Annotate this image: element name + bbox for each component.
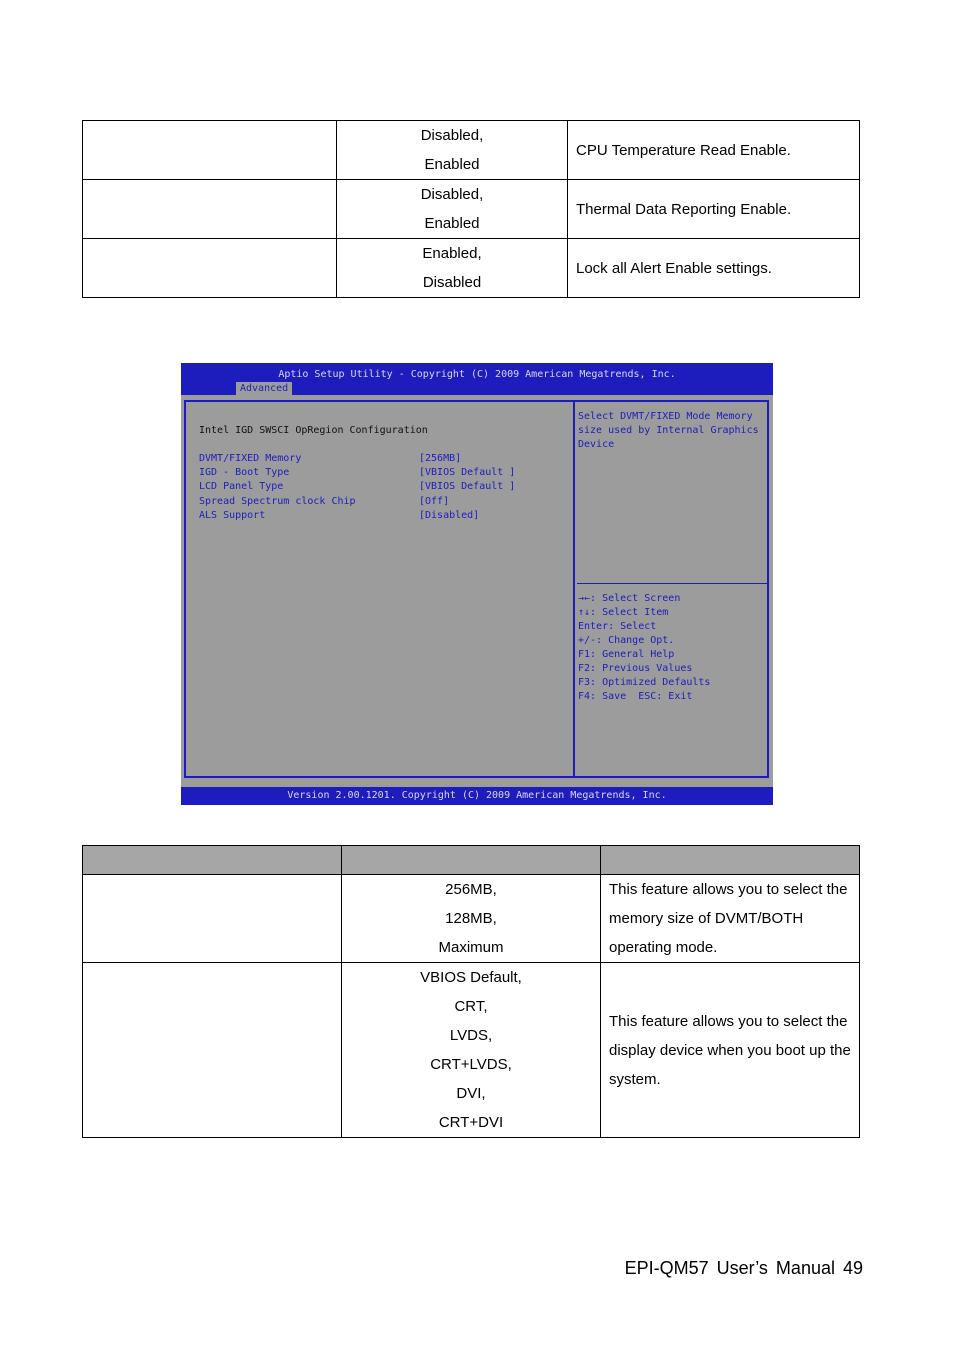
- settings-table-bottom: [82, 845, 860, 1138]
- setting-name-cell: [83, 239, 337, 298]
- menu-value-spread-spectrum[interactable]: [Off]: [419, 496, 450, 507]
- page-footer: EPI-QM57 User’s Manual 49: [624, 1258, 863, 1278]
- menu-value-igd-boot-type[interactable]: [VBIOS Default ]: [419, 467, 516, 478]
- table-header-row: [83, 846, 860, 875]
- setting-name-cell: [83, 180, 337, 239]
- menu-item-dvmt-memory[interactable]: DVMT/FIXED Memory: [199, 453, 302, 464]
- options-cell: VBIOS Default, CRT, LVDS, CRT+LVDS, DVI, CRT+DVI: [342, 963, 601, 1138]
- key-legend-item: F3: Optimized Defaults: [578, 677, 711, 688]
- key-legend-item: ↑↓: Select Item: [578, 607, 669, 618]
- key-legend-item: Enter: Select: [578, 621, 657, 632]
- menu-value-lcd-panel-type[interactable]: [VBIOS Default ]: [419, 481, 516, 492]
- key-legend: [578, 592, 710, 704]
- tab-advanced[interactable]: Advanced: [236, 382, 292, 395]
- help-text: Select DVMT/FIXED Mode Memory size used by Internal Graphics Device: [578, 411, 759, 450]
- section-title: Intel IGD SWSCI OpRegion Configuration: [199, 425, 428, 436]
- options-cell: 256MB, 128MB, Maximum: [342, 875, 601, 963]
- setting-name-cell: [83, 121, 337, 180]
- bios-title-bar: [181, 363, 773, 395]
- table-row: [83, 121, 860, 180]
- options-cell: Enabled, Disabled: [337, 239, 568, 298]
- options-cell: Disabled, Enabled: [337, 180, 568, 239]
- description-cell: Lock all Alert Enable settings.: [568, 239, 860, 298]
- key-legend-item: F1: General Help: [578, 649, 675, 660]
- setting-name-cell: [83, 963, 342, 1138]
- description-cell: CPU Temperature Read Enable.: [568, 121, 860, 180]
- settings-table-top: [82, 120, 860, 298]
- menu-item-lcd-panel-type[interactable]: LCD Panel Type: [199, 481, 284, 492]
- setting-name-cell: [83, 875, 342, 963]
- key-legend-item: →←: Select Screen: [578, 593, 681, 604]
- key-legend-item: F4: Save ESC: Exit: [578, 691, 693, 702]
- bios-help-separator: [577, 583, 767, 584]
- bios-title: Aptio Setup Utility - Copyright (C) 2009 American Megatrends, Inc.: [278, 369, 676, 380]
- table-row: [83, 239, 860, 298]
- menu-value-als-support[interactable]: [Disabled]: [419, 510, 480, 521]
- bios-screenshot: [181, 363, 773, 805]
- menu-value-dvmt-memory[interactable]: [256MB]: [419, 453, 462, 464]
- header-cell: [601, 846, 860, 875]
- table-row: [83, 180, 860, 239]
- menu-item-igd-boot-type[interactable]: IGD - Boot Type: [199, 467, 290, 478]
- bios-status-bar: [181, 787, 773, 805]
- key-legend-item: F2: Previous Values: [578, 663, 693, 674]
- table-row: [83, 963, 860, 1138]
- description-cell: Thermal Data Reporting Enable.: [568, 180, 860, 239]
- description-cell: This feature allows you to select the display device when you boot up the system.: [601, 963, 860, 1138]
- menu-item-spread-spectrum[interactable]: Spread Spectrum clock Chip: [199, 496, 356, 507]
- header-cell: [83, 846, 342, 875]
- key-legend-item: +/-: Change Opt.: [578, 635, 675, 646]
- menu-item-als-support[interactable]: ALS Support: [199, 510, 266, 521]
- description-cell: This feature allows you to select the memory size of DVMT/BOTH operating mode.: [601, 875, 860, 963]
- bios-version: Version 2.00.1201. Copyright (C) 2009 American Megatrends, Inc.: [287, 790, 667, 801]
- table-row: [83, 875, 860, 963]
- options-cell: Disabled, Enabled: [337, 121, 568, 180]
- header-cell: [342, 846, 601, 875]
- bios-divider: [573, 400, 575, 778]
